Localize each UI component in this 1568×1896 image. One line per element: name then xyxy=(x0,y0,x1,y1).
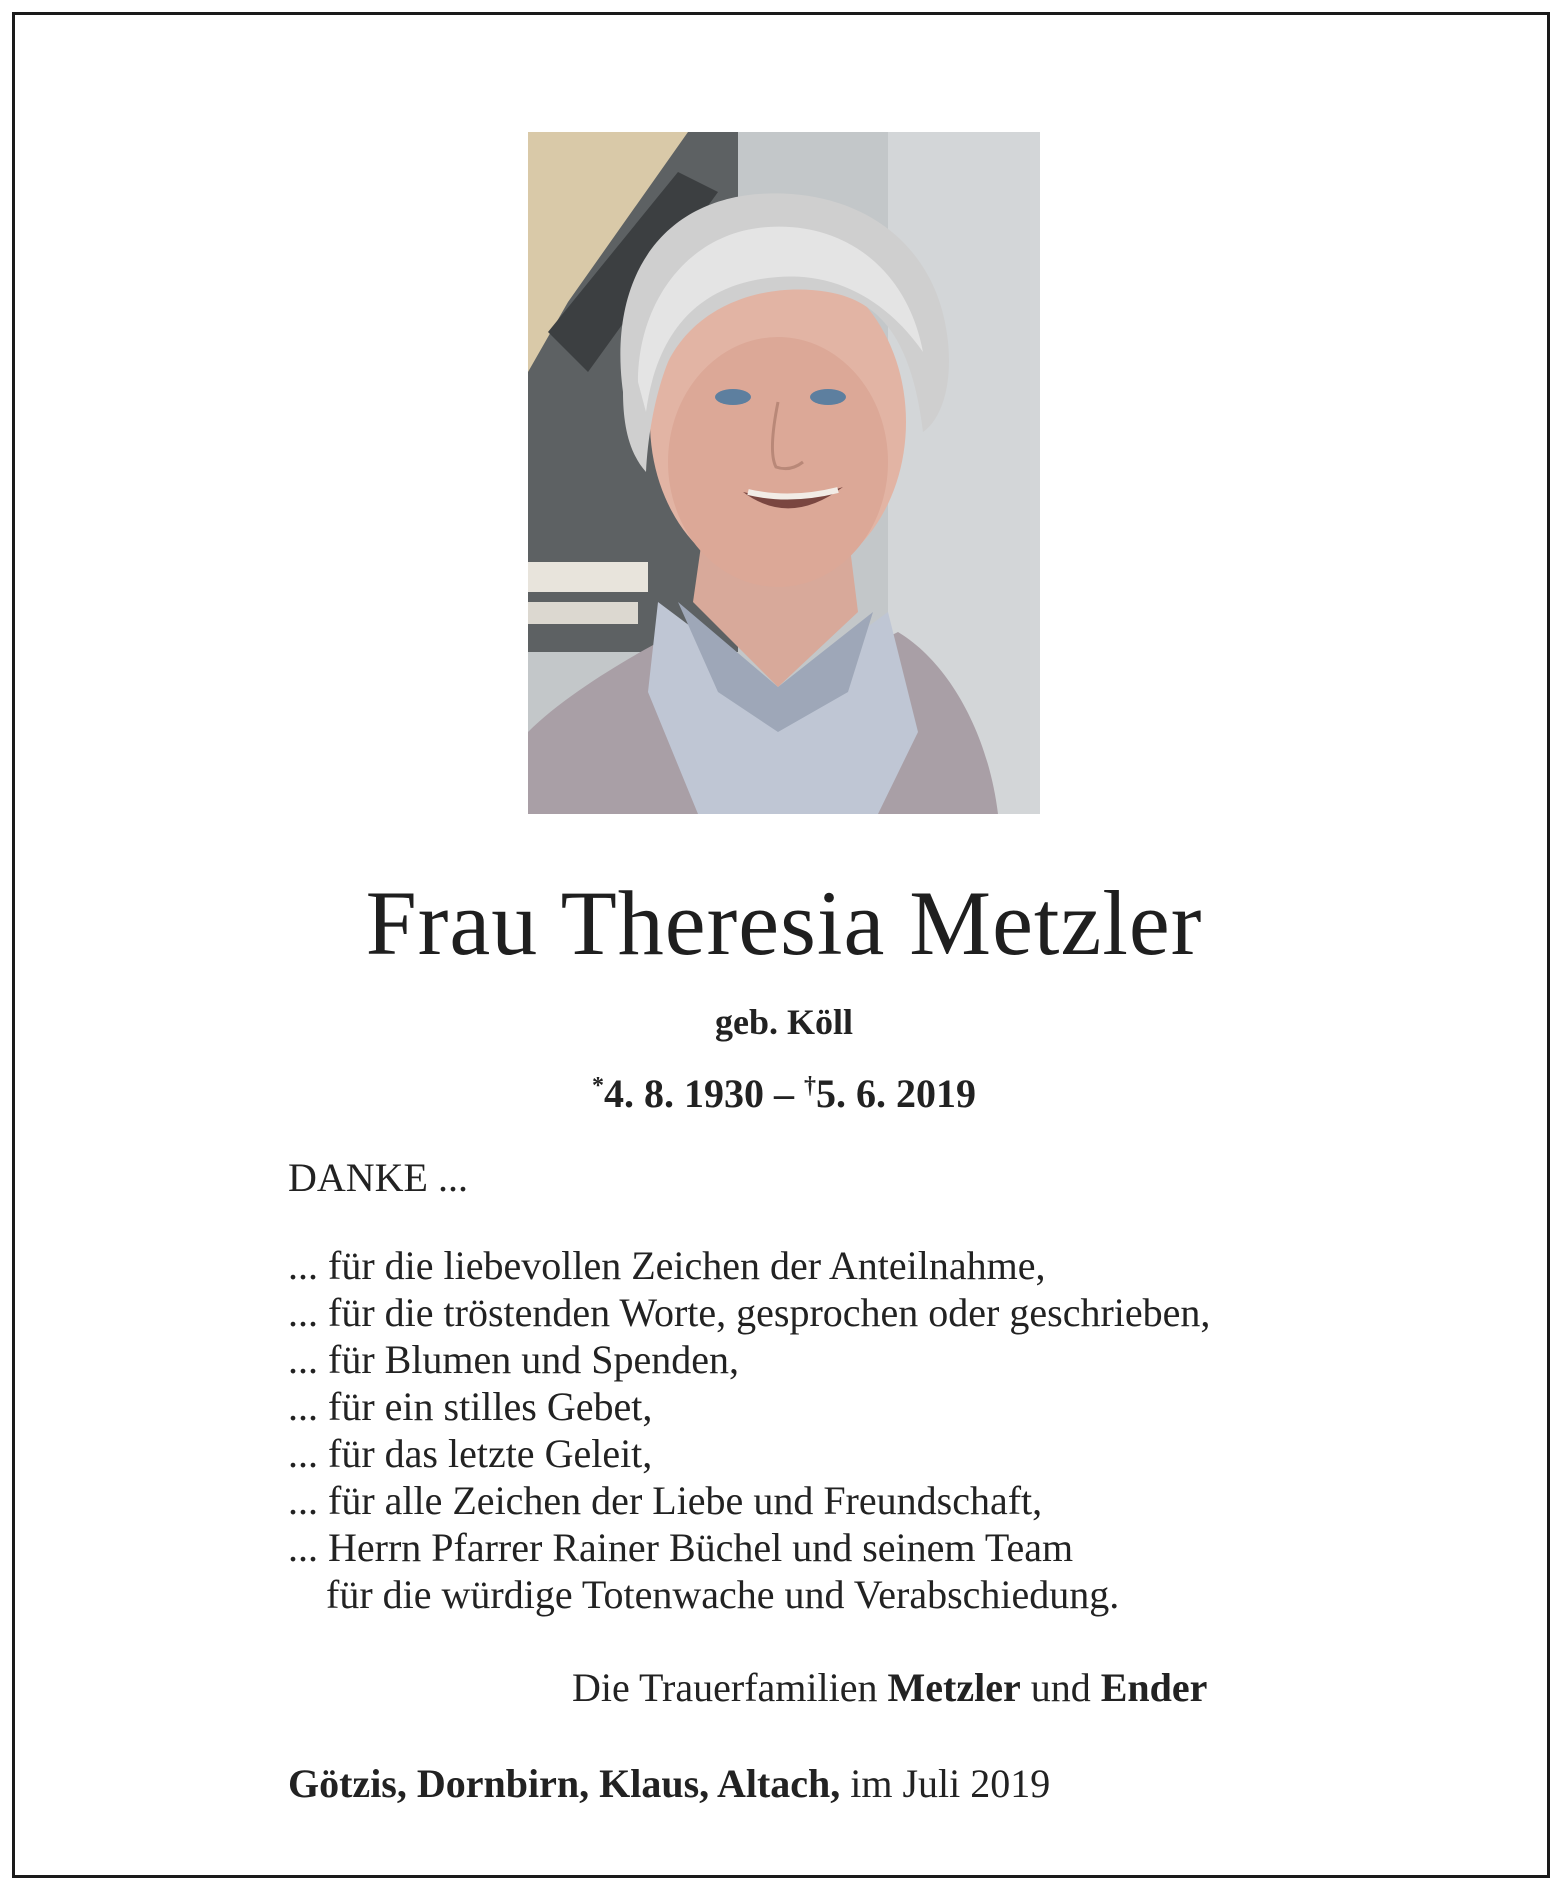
family-name-2: Ender xyxy=(1100,1665,1208,1710)
thanks-line: ... für alle Zeichen der Liebe und Freundschaft, xyxy=(288,1478,1043,1523)
birth-date: 4. 8. 1930 xyxy=(604,1071,764,1116)
thanks-line: ... für ein stilles Gebet, xyxy=(288,1384,653,1429)
place-date-line xyxy=(288,1760,1050,1808)
thanks-line: ... für das letzte Geleit, xyxy=(288,1431,653,1476)
death-symbol: † xyxy=(804,1073,816,1099)
thanks-line: ... Herrn Pfarrer Rainer Büchel und seinem Team xyxy=(288,1525,1074,1570)
signature-and: und xyxy=(1020,1665,1101,1710)
maiden-name: geb. Köll xyxy=(714,1002,853,1042)
thanks-list xyxy=(288,1242,1388,1618)
signature xyxy=(572,1664,1207,1712)
deceased-name: Frau Theresia Metzler xyxy=(365,872,1203,974)
death-date: 5. 6. 2019 xyxy=(816,1071,976,1116)
birth-symbol: * xyxy=(592,1073,604,1099)
portrait-photo xyxy=(528,132,1040,814)
signature-prefix: Die Trauerfamilien xyxy=(572,1665,888,1710)
life-dates xyxy=(0,1062,1568,1118)
family-name-1: Metzler xyxy=(887,1665,1021,1710)
thanks-heading: DANKE ... xyxy=(288,1155,468,1200)
thanks-line: ... für die tröstenden Worte, gesprochen oder geschrieben, xyxy=(288,1290,1211,1335)
date-line: im Juli 2019 xyxy=(840,1761,1051,1806)
thanks-line: ... für Blumen und Spenden, xyxy=(288,1337,740,1382)
portrait-illustration xyxy=(528,132,1040,814)
date-separator: – xyxy=(764,1071,804,1116)
thanks-line: ... für die liebevollen Zeichen der Anteilnahme, xyxy=(288,1243,1046,1288)
places: Götzis, Dornbirn, Klaus, Altach, xyxy=(288,1761,841,1806)
thanks-line: für die würdige Totenwache und Verabschiedung. xyxy=(326,1572,1120,1617)
